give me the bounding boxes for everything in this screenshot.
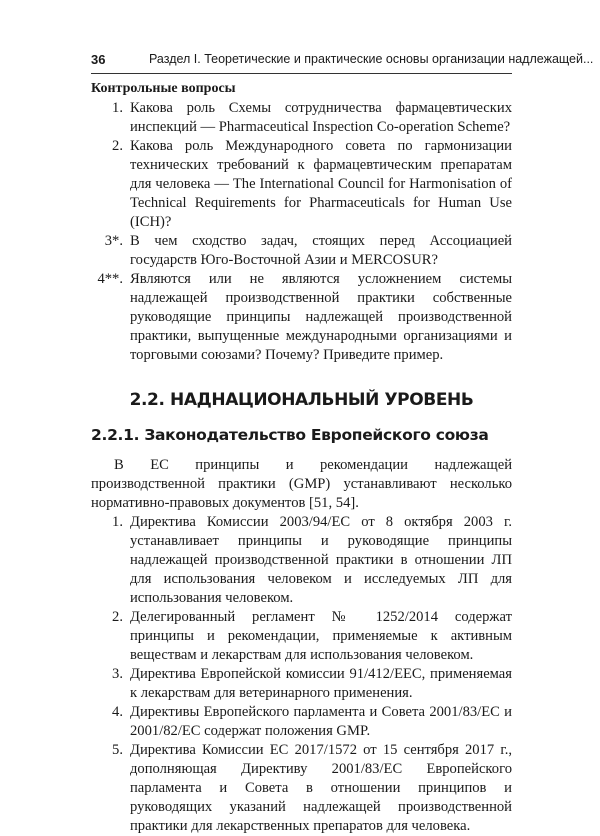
question-number: 1.: [112, 100, 123, 116]
page-number: 36: [91, 52, 106, 67]
question-item: [91, 99, 512, 137]
subsection-heading: 2.2.1. Законодательство Европейского союза: [91, 426, 489, 444]
questions-list: [91, 99, 512, 365]
regulation-number: 2.: [112, 609, 123, 625]
regulation-text: Директива Комиссии 2003/94/ЕС от 8 октября 2003 г. устанавливает принципы и руководящие принципы надлежащей производственной практики в отношении ЛП для использования человеком и исследуемых ЛП для использования человеком.: [130, 514, 512, 606]
header-rule: [91, 73, 512, 74]
regulation-item: [91, 703, 512, 741]
regulation-item: [91, 608, 512, 665]
regulation-text: Делегированный регламент № 1252/2014 содержат принципы и рекомендации, применяемые к активным веществам и лекарствам для использования человеком.: [130, 609, 512, 663]
questions-heading: Контрольные вопросы: [91, 81, 236, 96]
question-text: В чем сходство задач, стоящих перед Ассоциацией государств Юго-Восточной Азии и MERCOSUR?: [130, 233, 512, 268]
regulation-number: 1.: [112, 514, 123, 530]
regulation-text: Директива Комиссии ЕС 2017/1572 от 15 сентября 2017 г., дополняющая Директиву 2001/83/ЕС Европейского парламента и Совета в отношении принципов и руководящих указаний надлежащей производственной практики для лекарственных препаратов для человека.: [130, 742, 512, 834]
regulation-number: 4.: [112, 704, 123, 720]
regulation-item: [91, 513, 512, 608]
regulation-number: 5.: [112, 742, 123, 758]
question-number: 2.: [112, 138, 123, 154]
running-title: Раздел I. Теоретические и практические основы организации надлежащей...: [149, 52, 594, 66]
regulation-number: 3.: [112, 666, 123, 682]
question-item: [91, 270, 512, 365]
question-item: [91, 232, 512, 270]
question-text: Какова роль Международного совета по гармонизации технических требований к фармацевтическим препаратам для человека — The International Council for Harmonisation of Technical Requirements for Pharmaceuticals for Human Use (ICH)?: [130, 138, 512, 230]
regulation-item: [91, 665, 512, 703]
question-number: 4**.: [97, 271, 123, 287]
question-text: Какова роль Схемы сотрудничества фармацевтических инспекций — Pharmaceutical Inspection Co-operation Scheme?: [130, 100, 512, 135]
regulation-item: [91, 741, 512, 836]
page-content: [91, 79, 512, 836]
question-item: [91, 137, 512, 232]
question-text: Являются или не являются усложнением системы надлежащей производственной практики собственные руководящие принципы надлежащей производственной практики, выпущенные международными организациями и торговыми союзами? Почему? Приведите пример.: [130, 271, 512, 363]
regulations-list: [91, 513, 512, 836]
page-header: [91, 52, 594, 72]
regulation-text: Директивы Европейского парламента и Совета 2001/83/ЕС и 2001/82/ЕС содержат положения GMP.: [130, 704, 512, 739]
section-heading: 2.2. НАДНАЦИОНАЛЬНЫЙ УРОВЕНЬ: [129, 390, 474, 410]
question-number: 3*.: [104, 233, 123, 249]
intro-paragraph: В ЕС принципы и рекомендации надлежащей производственной практики (GMP) устанавливают несколько нормативно-правовых документов [51, 54].: [91, 457, 512, 511]
regulation-text: Директива Европейской комиссии 91/412/EEC, применяемая к лекарствам для ветеринарного применения.: [130, 666, 512, 701]
